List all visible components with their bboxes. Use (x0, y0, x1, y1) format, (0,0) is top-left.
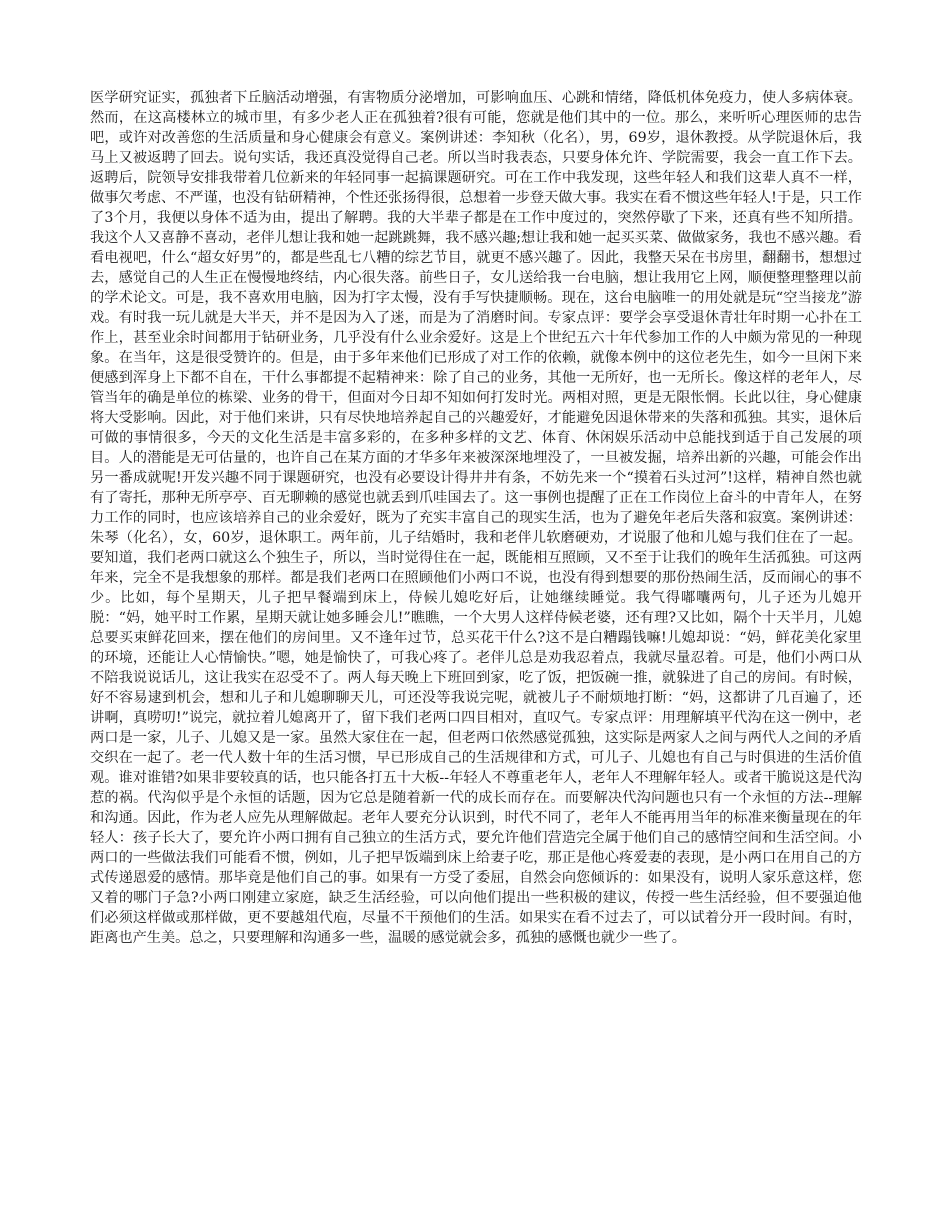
body-paragraph: 医学研究证实，孤独者下丘脑活动增强，有害物质分泌增加，可影响血压、心跳和情绪，降低机体免疫力，使人多病体衰。然而，在这高楼林立的城市里，有多少老人正在孤独着?很有可能，您就是他们其中的一位。那么，来听听心理医师的忠告吧，或许对改善您的生活质量和身心健康会有意义。案例讲述：李知秋（化名），男，69岁，退休教授。从学院退休后，我马上又被返聘了回去。说句实话，我还真没觉得自己老。所以当时我表态，只要身体允许、学院需要，我会一直工作下去。返聘后，院领导安排我带着几位新来的年轻同事一起搞课题研究。可在工作中我发现，这些年轻人和我们这辈人真不一样，做事欠考虑、不严谨，也没有钻研精神，个性还张扬得很，总想着一步登天做大事。我实在看不惯这些年轻人!于是，只工作了3个月，我便以身体不适为由，提出了解聘。我的大半辈子都是在工作中度过的，突然停歇了下来，还真有些不知所措。我这个人又喜静不喜动，老伴儿想让我和她一起跳跳舞，我不感兴趣;想让我和她一起买买菜、做做家务，我也不感兴趣。看看电视吧，什么“超女好男”的，都是些乱七八糟的综艺节目，就更不感兴趣了。因此，我整天呆在书房里，翻翻书，想想过去，感觉自己的人生正在慢慢地终结，内心很失落。前些日子，女儿送给我一台电脑，想让我用它上网，顺便整理整理以前的学术论文。可是，我不喜欢用电脑，因为打字太慢，没有手写快捷顺畅。现在，这台电脑唯一的用处就是玩“空当接龙”游戏。有时我一玩儿就是大半天，并不是因为入了迷，而是为了消磨时间。专家点评：要学会享受退休青壮年时期一心扑在工作上，甚至业余时间都用于钻研业务，几乎没有什么业余爱好。这是上个世纪五六十年代参加工作的人中颇为常见的一种现象。在当年，这是很受赞许的。但是，由于多年来他们已形成了对工作的依赖，就像本例中的这位老先生，如今一旦闲下来便感到浑身上下都不自在，干什么事都提不起精神来：除了自己的业务，其他一无所好，也一无所长。像这样的老年人，尽管当年的确是单位的栋梁、业务的骨干，但面对今日却不知如何打发时光。两相对照，更是无限怅惘。长此以往，身心健康将大受影响。因此，对于他们来讲，只有尽快地培养起自己的兴趣爱好，才能避免因退休带来的失落和孤独。其实，退休后可做的事情很多，今天的文化生活是丰富多彩的，在多种多样的文艺、体育、休闲娱乐活动中总能找到适于自己发展的项目。人的潜能是无可估量的，也许自己在某方面的才华多年来被深深地埋没了，一旦被发掘，培养出新的兴趣，可能会作出另一番成就呢!开发兴趣不同于课题研究，也没有必要设计得井井有条，不妨先来一个“摸着石头过河”!这样，精神自然也就有了寄托，那种无所亭亭、百无聊赖的感觉也就丢到爪哇国去了。这一事例也提醒了正在工作岗位上奋斗的中青年人，在努力工作的同时，也应该培养自己的业余爱好，既为了充实丰富自己的现实生活，也为了避免年老后失落和寂寞。案例讲述：朱琴（化名），女，60岁，退休职工。两年前，儿子结婚时，我和老伴儿软磨硬劝，才说服了他和儿媳与我们住在了一起。要知道，我们老两口就这么个独生子，所以，当时觉得住在一起，既能相互照顾，又不至于让我们的晚年生活孤独。可这两年来，完全不是我想象的那样。都是我们老两口在照顾他们小两口不说，也没有得到想要的那份热闹生活，反而闹心的事不少。比如，每个星期天，儿子把早餐端到床上，侍候儿媳吃好后，让她继续睡觉。我气得嘟囔两句，儿子还为儿媳开脱：“妈，她平时工作累，星期天就让她多睡会儿!”瞧瞧，一个大男人这样侍候老婆，还有理?又比如，隔个十天半月，儿媳总要买束鲜花回来，摆在他们的房间里。又不逢年过节，总买花干什么?这不是白糟蹋钱嘛!儿媳却说：“妈，鲜花美化家里的环境，还能让人心情愉快。”嗯，她是愉快了，可我心疼了。老伴儿总是劝我忍着点，我就尽量忍着。可是，他们小两口从不陪我说说话儿，这让我实在忍受不了。两人每天晚上下班回到家，吃了饭，把饭碗一推，就躲进了自己的房间。有时候，好不容易逮到机会，想和儿子和儿媳聊聊天儿，可还没等我说完呢，就被儿子不耐烦地打断：“妈，这都讲了几百遍了，还讲啊，真唠叨!”说完，就拉着儿媳离开了，留下我们老两口四目相对，直叹气。专家点评：用理解填平代沟在这一例中，老两口是一家，儿子、儿媳又是一家。虽然大家住在一起，但老两口依然感觉孤独，这实际是两家人之间与两代人之间的矛盾交织在一起了。老一代人数十年的生活习惯，早已形成自己的生活规律和方式，可儿子、儿媳也有自己与时俱进的生活价值观。谁对谁错?如果非要较真的话，也只能各打五十大板--年轻人不尊重老年人，老年人不理解年轻人。或者干脆说这是代沟惹的祸。代沟似乎是个永恒的话题，因为它总是随着新一代的成长而存在。而要解决代沟问题也只有一个永恒的方法--理解和沟通。因此，作为老人应先从理解做起。老年人要充分认识到，时代不同了，老年人不能再用当年的标准来衡量现在的年轻人：孩子长大了，要允许小两口拥有自己独立的生活方式，要允许他们营造完全属于他们自己的感情空间和生活空间。小两口的一些做法我们可能看不惯，例如，儿子把早饭端到床上给妻子吃，那正是他心疼爱妻的表现，是小两口在用自己的方式传递恩爱的感情。那毕竟是他们自己的事。如果有一方受了委屈，自然会向您倾诉的：如果没有，说明人家乐意这样，您又着的哪门子急?小两口刚建立家庭，缺乏生活经验，可以向他们提出一些积极的建议，传授一些生活经验，但不要强迫他们必须这样做或那样做，更不要越俎代庖，尽量不干预他们的生活。如果实在看不过去了，可以试着分开一段时间。有时，距离也产生美。总之，只要理解和沟通多一些，温暖的感觉就会多，孤独的感慨也就少一些了。 (90, 90, 862, 946)
document-page (90, 88, 862, 948)
